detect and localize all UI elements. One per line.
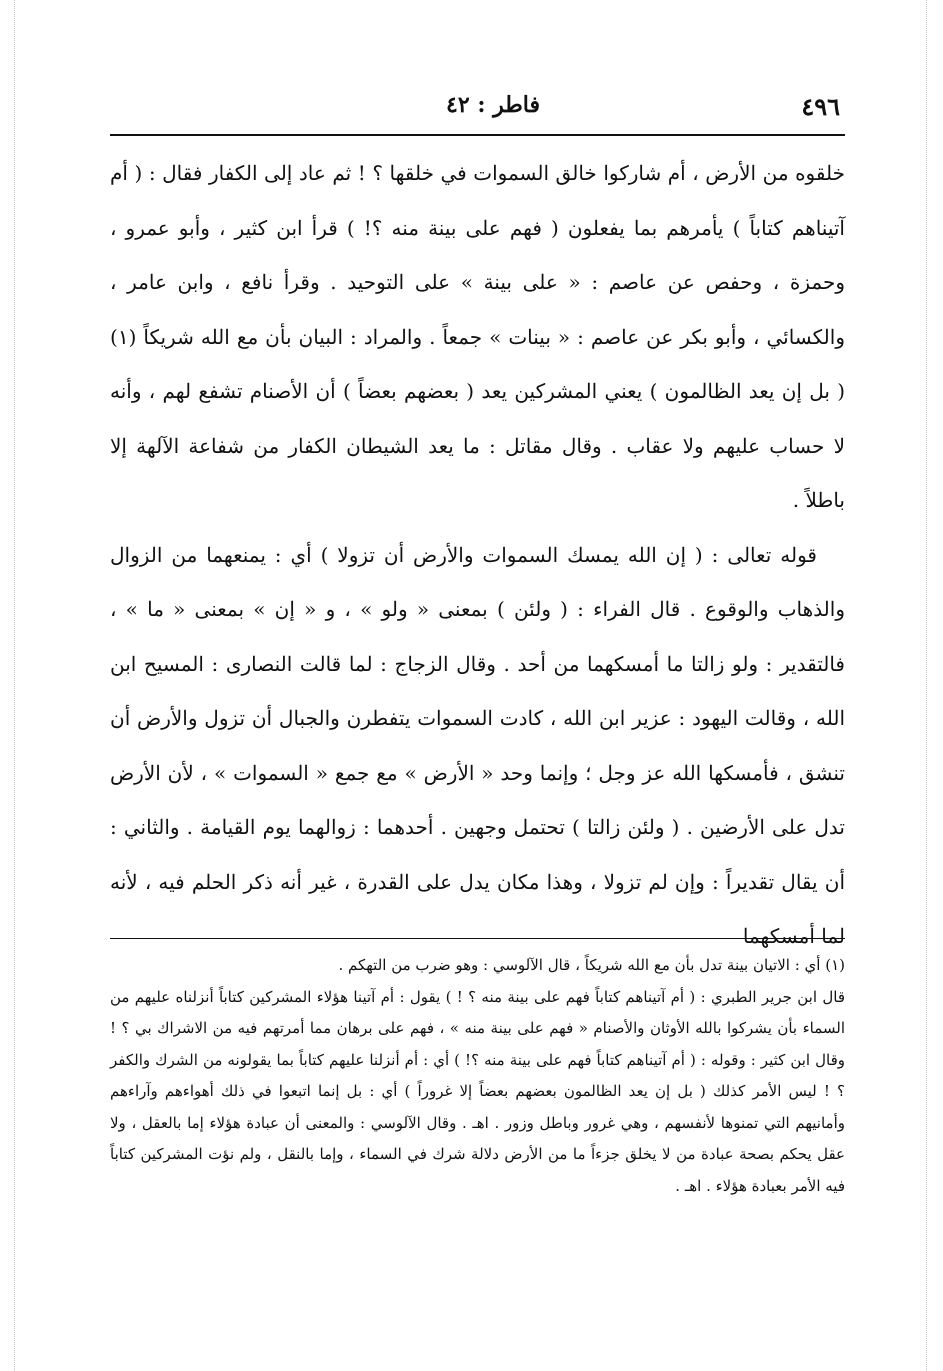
footnote-1-continuation: قال ابن جرير الطبري : ( أم آتيناهم كتاباً فهم على بينة منه ؟ ! ) يقول : أم آتينا هؤلاء المشركين كتاباً أنزلناه عليهم من السماء بأن يشركوا بالله الأوثان والأصنام « فهم على بينة منه » ، فهم على برهان مما أمرتهم فيه من الاشراك بي ؟ ! وقال ابن كثير : وقوله : ( أم آتيناهم كتاباً فهم على بينة منه ؟! ) أي : أم أنزلنا عليهم كتاباً بما يقولونه من الشرك والكفر ؟ ! ليس الأمر كذلك ( بل إن يعد الظالمون بعضهم بعضاً إلا غروراً ) أي : بل إنما اتبعوا في ذلك أهواءهم وآراءهم وأمانيهم التي تمنوها لأنفسهم ، وهي غرور وباطل وزور . اهـ . وقال الآلوسي : والمعنى أن عبادة هؤلاء إما بالعقل ، ولا عقل يحكم بصحة عبادة من لا يخلق جزءاً ما من الأرض دلالة شرك في السماء ، وإما بالنقل ، ولم نؤت المشركين كتاباً فيه الأمر بعبادة هؤلاء . اهـ . [110, 987, 845, 1195]
header-divider [110, 134, 845, 136]
scan-margin-line-right [926, 0, 928, 1371]
footnotes [110, 950, 845, 1202]
footnote-1: (١) أي : الاتيان بينة تدل بأن مع الله شريكاً ، قال الآلوسي : وهو ضرب من التهكم . [338, 956, 845, 974]
page-header [110, 88, 840, 128]
footnote-divider [110, 938, 845, 939]
running-title: فاطر : ٤٢ [446, 92, 540, 118]
main-paragraph-1: خلقوه من الأرض ، أم شاركوا خالق السموات في خلقها ؟ ! ثم عاد إلى الكفار فقال : ( أم آتيناهم كتاباً ) يأمرهم بما يفعلون ( فهم على بينة منه ؟! ) قرأ ابن كثير ، وأبو عمرو ، وحمزة ، وحفص عن عاصم : « على بينة » على التوحيد . وقرأ نافع ، وابن عامر ، والكسائي ، وأبو بكر عن عاصم : « بينات » جمعاً . والمراد : البيان بأن مع الله شريكاً (١) ( بل إن يعد الظالمون ) يعني المشركين يعد ( بعضهم بعضاً ) أن الأصنام تشفع لهم ، وأنه لا حساب عليهم ولا عقاب . وقال مقاتل : ما يعد الشيطان الكفار من شفاعة الآلهة إلا باطلاً . [110, 161, 845, 512]
page-number: ٤٩٦ [801, 92, 840, 121]
scan-margin-line-left [14, 0, 16, 1371]
main-paragraph-2: قوله تعالى : ( إن الله يمسك السموات والأرض أن تزولا ) أي : يمنعهما من الزوال والذهاب والوقوع . قال الفراء : ( ولئن ) بمعنى « ولو » ، و « إن » بمعنى « ما » ، فالتقدير : ولو زالتا ما أمسكهما من أحد . وقال الزجاج : لما قالت النصارى : المسيح ابن الله ، وقالت اليهود : عزير ابن الله ، كادت السموات يتفطرن والجبال أن تزول والأرض أن تنشق ، فأمسكها الله عز وجل ؛ وإنما وحد « الأرض » مع جمع « السموات » ، لأن الأرض تدل على الأرضين . ( ولئن زالتا ) تحتمل وجهين . أحدهما : زوالهما يوم القيامة . والثاني : أن يقال تقديراً : وإن لم تزولا ، وهذا مكان يدل على القدرة ، غير أنه ذكر الحلم فيه ، لأنه لما أمسكهما [110, 542, 845, 948]
main-text [110, 146, 845, 964]
